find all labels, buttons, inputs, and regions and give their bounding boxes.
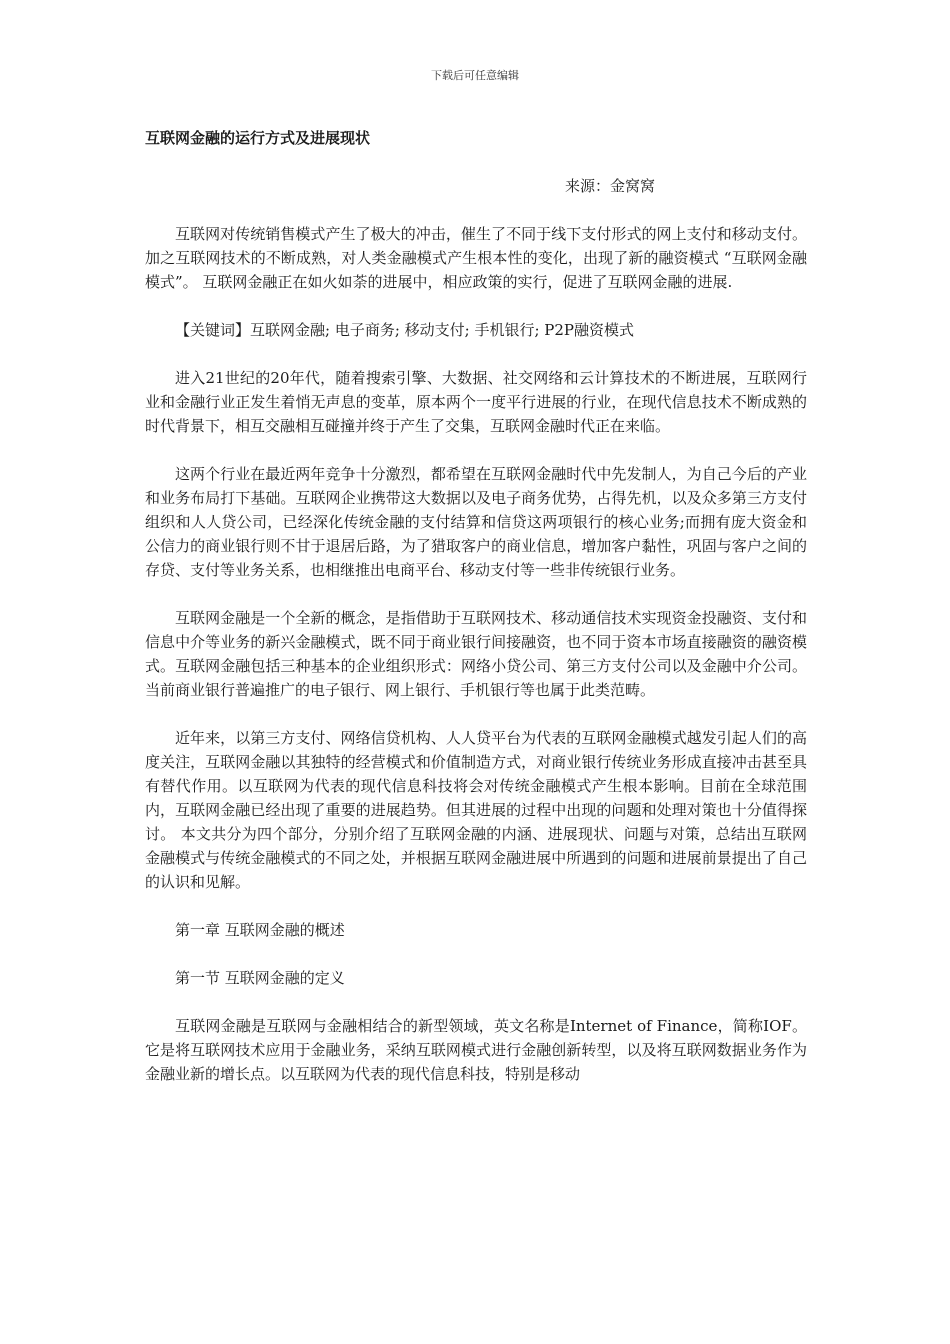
source-line: 来源：金窝窝 bbox=[565, 177, 656, 195]
section-paragraph: 互联网金融是互联网与金融相结合的新型领域，英文名称是Internet of Finance，简称IOF。它是将互联网技术应用于金融业务，采纳互联网模式进行金融创新转型，以及将互联网数据业务作为金融业新的增长点。以互联网为代表的现代信息科技，特别是移动 bbox=[145, 1017, 807, 1083]
keywords-line: 【关键词】互联网金融; 电子商务; 移动支付; 手机银行; P2P融资模式 bbox=[175, 321, 635, 339]
body-paragraph: 这两个行业在最近两年竞争十分激烈，都希望在互联网金融时代中先发制人，为自己今后的产业和业务布局打下基础。互联网企业携带这大数据以及电子商务优势，占得先机，以及众多第三方支付组织和人人贷公司，已经深化传统金融的支付结算和信贷这两项银行的核心业务;而拥有庞大资金和公信力的商业银行则不甘于退居后路，为了猎取客户的商业信息，增加客户黏性，巩固与客户之间的存贷、支付等业务关系，也相继推出电商平台、移动支付等一些非传统银行业务。 bbox=[145, 465, 807, 579]
section-heading: 第一节 互联网金融的定义 bbox=[175, 969, 345, 987]
body-paragraph: 进入21世纪的20年代，随着搜索引擎、大数据、社交网络和云计算技术的不断进展，互联网行业和金融行业正发生着悄无声息的变革，原本两个一度平行进展的行业，在现代信息技术不断成熟的时代背景下，相互交融相互碰撞并终于产生了交集，互联网金融时代正在来临。 bbox=[145, 369, 807, 435]
body-paragraph: 近年来，以第三方支付、网络信贷机构、人人贷平台为代表的互联网金融模式越发引起人们的高度关注，互联网金融以其独特的经营模式和价值制造方式，对商业银行传统业务形成直接冲击甚至具有替代作用。以互联网为代表的现代信息科技将会对传统金融模式产生根本影响。目前在全球范围内，互联网金融已经出现了重要的进展趋势。但其进展的过程中出现的问题和处理对策也十分值得探讨。 本文共分为四个部分，分别介绍了互联网金融的内涵、进展现状、问题与对策，总结出互联网金融模式与传统金融模式的不同之处，并根据互联网金融进展中所遇到的问题和进展前景提出了自己的认识和见解。 bbox=[145, 729, 807, 891]
body-paragraph: 互联网金融是一个全新的概念，是指借助于互联网技术、移动通信技术实现资金投融资、支付和信息中介等业务的新兴金融模式，既不同于商业银行间接融资，也不同于资本市场直接融资的融资模式。互联网金融包括三种基本的企业组织形式：网络小贷公司、第三方支付公司以及金融中介公司。当前商业银行普遍推广的电子银行、网上银行、手机银行等也属于此类范畴。 bbox=[145, 609, 807, 699]
page-header-note: 下载后可任意编辑 bbox=[431, 69, 519, 82]
document-body bbox=[145, 126, 807, 1086]
document-title: 互联网金融的运行方式及进展现状 bbox=[145, 129, 371, 147]
chapter-heading: 第一章 互联网金融的概述 bbox=[175, 921, 345, 939]
abstract-paragraph: 互联网对传统销售模式产生了极大的冲击，催生了不同于线下支付形式的网上支付和移动支付。加之互联网技术的不断成熟，对人类金融模式产生根本性的变化，出现了新的融资模式 “互联网金融模式”。 互联网金融正在如火如荼的进展中，相应政策的实行，促进了互联网金融的进展. bbox=[145, 225, 807, 291]
